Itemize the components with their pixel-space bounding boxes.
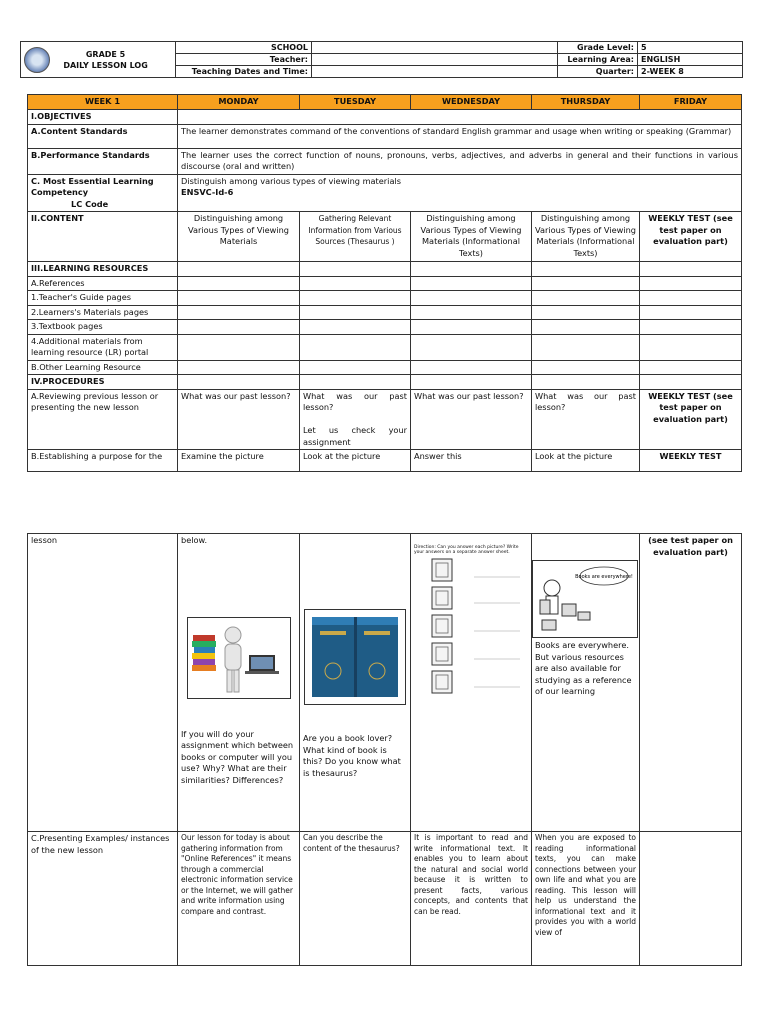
procedure-c-friday xyxy=(640,832,742,966)
procedure-b-monday-text: If you will do your assignment which between books or computer will you use? Why? What are their similarities? Differences? xyxy=(181,728,294,785)
teacher-value xyxy=(312,54,558,66)
thesaurus-image xyxy=(304,609,406,705)
school-header-cell xyxy=(21,42,176,78)
procedure-b-monday-cont xyxy=(178,534,300,832)
procedure-a-wednesday: What was our past lesson? xyxy=(411,389,532,450)
cartoon-bubble-text: Books are everywhere! xyxy=(575,574,633,580)
dates-value xyxy=(312,66,558,78)
procedure-a-monday: What was our past lesson? xyxy=(178,389,300,450)
procedure-b-thursday-text: Books are everywhere. But various resources are also available for studying as a reference of our learning xyxy=(535,640,632,696)
melc-label-text: C. Most Essential Learning Competency xyxy=(31,175,154,197)
quarter-label: Quarter: xyxy=(558,66,638,78)
procedure-a-tuesday-q: What was our past lesson? xyxy=(303,390,407,412)
procedure-c-wednesday: It is important to read and write informational text. It enables you to learn about the natural and social world because it is written to present facts, various concepts, and contents that can be read. xyxy=(411,832,532,966)
teacher-label: Teacher: xyxy=(176,54,312,66)
grade-level-value: 5 xyxy=(638,42,743,54)
procedure-b-monday: Examine the picture xyxy=(178,450,300,472)
procedure-b-tuesday-cont xyxy=(300,534,411,832)
content-monday: Distinguishing among Various Types of Viewing Materials xyxy=(178,212,300,262)
procedure-a-thursday: What was our past lesson? xyxy=(532,389,640,450)
procedure-a-label: A.Reviewing previous lesson or presenting the new lesson xyxy=(28,389,178,450)
procedure-b-label: B.Establishing a purpose for the xyxy=(28,450,178,472)
resource-row-label: 1.Teacher's Guide pages xyxy=(28,291,178,306)
learning-area-label: Learning Area: xyxy=(558,54,638,66)
log-title: DAILY LESSON LOG xyxy=(63,60,148,70)
resources-heading: III.LEARNING RESOURCES xyxy=(28,262,178,277)
procedure-b-monday-below: below. xyxy=(181,535,208,545)
procedure-a-tuesday xyxy=(300,389,411,450)
performance-standards-label: B.Performance Standards xyxy=(28,148,178,174)
resource-row-label: 2.Learners's Materials pages xyxy=(28,305,178,320)
resource-row-label: A.References xyxy=(28,276,178,291)
lesson-table xyxy=(27,94,742,472)
col-tuesday: TUESDAY xyxy=(300,95,411,110)
content-tuesday: Gathering Relevant Information from Various Sources (Thesaurus ) xyxy=(300,212,411,262)
learning-area-value: ENGLISH xyxy=(638,54,743,66)
content-standards-label: A.Content Standards xyxy=(28,124,178,148)
col-friday: FRIDAY xyxy=(640,95,742,110)
procedure-b-friday: WEEKLY TEST xyxy=(640,450,742,472)
col-wednesday: WEDNESDAY xyxy=(411,95,532,110)
grade-level-label: Grade Level: xyxy=(558,42,638,54)
content-thursday: Distinguishing among Various Types of Viewing Materials (Informational Texts) xyxy=(532,212,640,262)
quarter-value: 2-WEEK 8 xyxy=(638,66,743,78)
procedure-b-thursday: Look at the picture xyxy=(532,450,640,472)
procedure-c-monday: Our lesson for today is about gathering information from "Online References" it means through a commercial electronic information service or the Internet, we will gather and write information using compare and contrast. xyxy=(178,832,300,966)
dates-label: Teaching Dates and Time: xyxy=(176,66,312,78)
books-vs-laptop-image xyxy=(187,617,291,699)
header-table xyxy=(20,41,743,78)
resource-row-label: 4.Additional materials from learning resource (LR) portal xyxy=(28,334,178,360)
resource-row-label: B.Other Learning Resource xyxy=(28,360,178,375)
wednesday-direction: Direction: Can you answer each picture? Write your answers on a separate answer sheet. xyxy=(414,545,519,555)
content-wednesday: Distinguishing among Various Types of Viewing Materials (Informational Texts) xyxy=(411,212,532,262)
lc-code-label: LC Code xyxy=(71,198,109,209)
viewing-materials-worksheet xyxy=(414,557,526,697)
col-monday: MONDAY xyxy=(178,95,300,110)
melc-label xyxy=(28,174,178,212)
melc-cell xyxy=(178,174,742,212)
procedure-b-wednesday: Answer this xyxy=(411,450,532,472)
col-thursday: THURSDAY xyxy=(532,95,640,110)
lesson-table-continued xyxy=(27,533,742,966)
col-week: WEEK 1 xyxy=(28,95,178,110)
school-label: SCHOOL xyxy=(176,42,312,54)
procedure-b-wednesday-cont xyxy=(411,534,532,832)
procedure-b-label-cont: lesson xyxy=(28,534,178,832)
books-everywhere-cartoon xyxy=(532,560,638,638)
deped-seal-logo xyxy=(24,47,50,73)
objectives-empty xyxy=(178,110,742,125)
resource-row-label: 3.Textbook pages xyxy=(28,320,178,335)
procedure-a-tuesday-check: Let us check your assignment xyxy=(303,425,407,447)
procedure-c-label: C.Presenting Examples/ instances of the new lesson xyxy=(28,832,178,966)
content-friday: WEEKLY TEST (see test paper on evaluation part) xyxy=(640,212,742,262)
procedure-c-tuesday: Can you describe the content of the thesaurus? xyxy=(300,832,411,966)
procedure-b-tuesday-text: Are you a book lover? What kind of book is this? Do you know what is thesaurus? xyxy=(303,733,401,778)
school-value xyxy=(312,42,558,54)
performance-standards-text: The learner uses the correct function of nouns, pronouns, verbs, adjectives, and adverbs in general and their functions in various discourse (oral and written) xyxy=(178,148,742,174)
content-heading: II.CONTENT xyxy=(28,212,178,262)
procedure-b-tuesday: Look at the picture xyxy=(300,450,411,472)
procedure-b-thursday-cont xyxy=(532,534,640,832)
procedure-c-thursday: When you are exposed to reading informational texts, you can make connections between your own life and what you are reading. This lesson will help us understand the informational text and it provides you with a world view of xyxy=(532,832,640,966)
procedures-heading: IV.PROCEDURES xyxy=(28,375,178,390)
objectives-heading: I.OBJECTIVES xyxy=(28,110,178,125)
procedure-b-friday-cont: (see test paper on evaluation part) xyxy=(640,534,742,832)
grade-title: GRADE 5 xyxy=(85,49,126,59)
lc-code: ENSVC-Id-6 xyxy=(181,187,234,197)
procedure-a-friday: WEEKLY TEST (see test paper on evaluation part) xyxy=(640,389,742,450)
melc-text: Distinguish among various types of viewing materials xyxy=(181,175,402,186)
content-standards-text: The learner demonstrates command of the conventions of standard English grammar and usage when writing or speaking (Grammar) xyxy=(178,124,742,148)
